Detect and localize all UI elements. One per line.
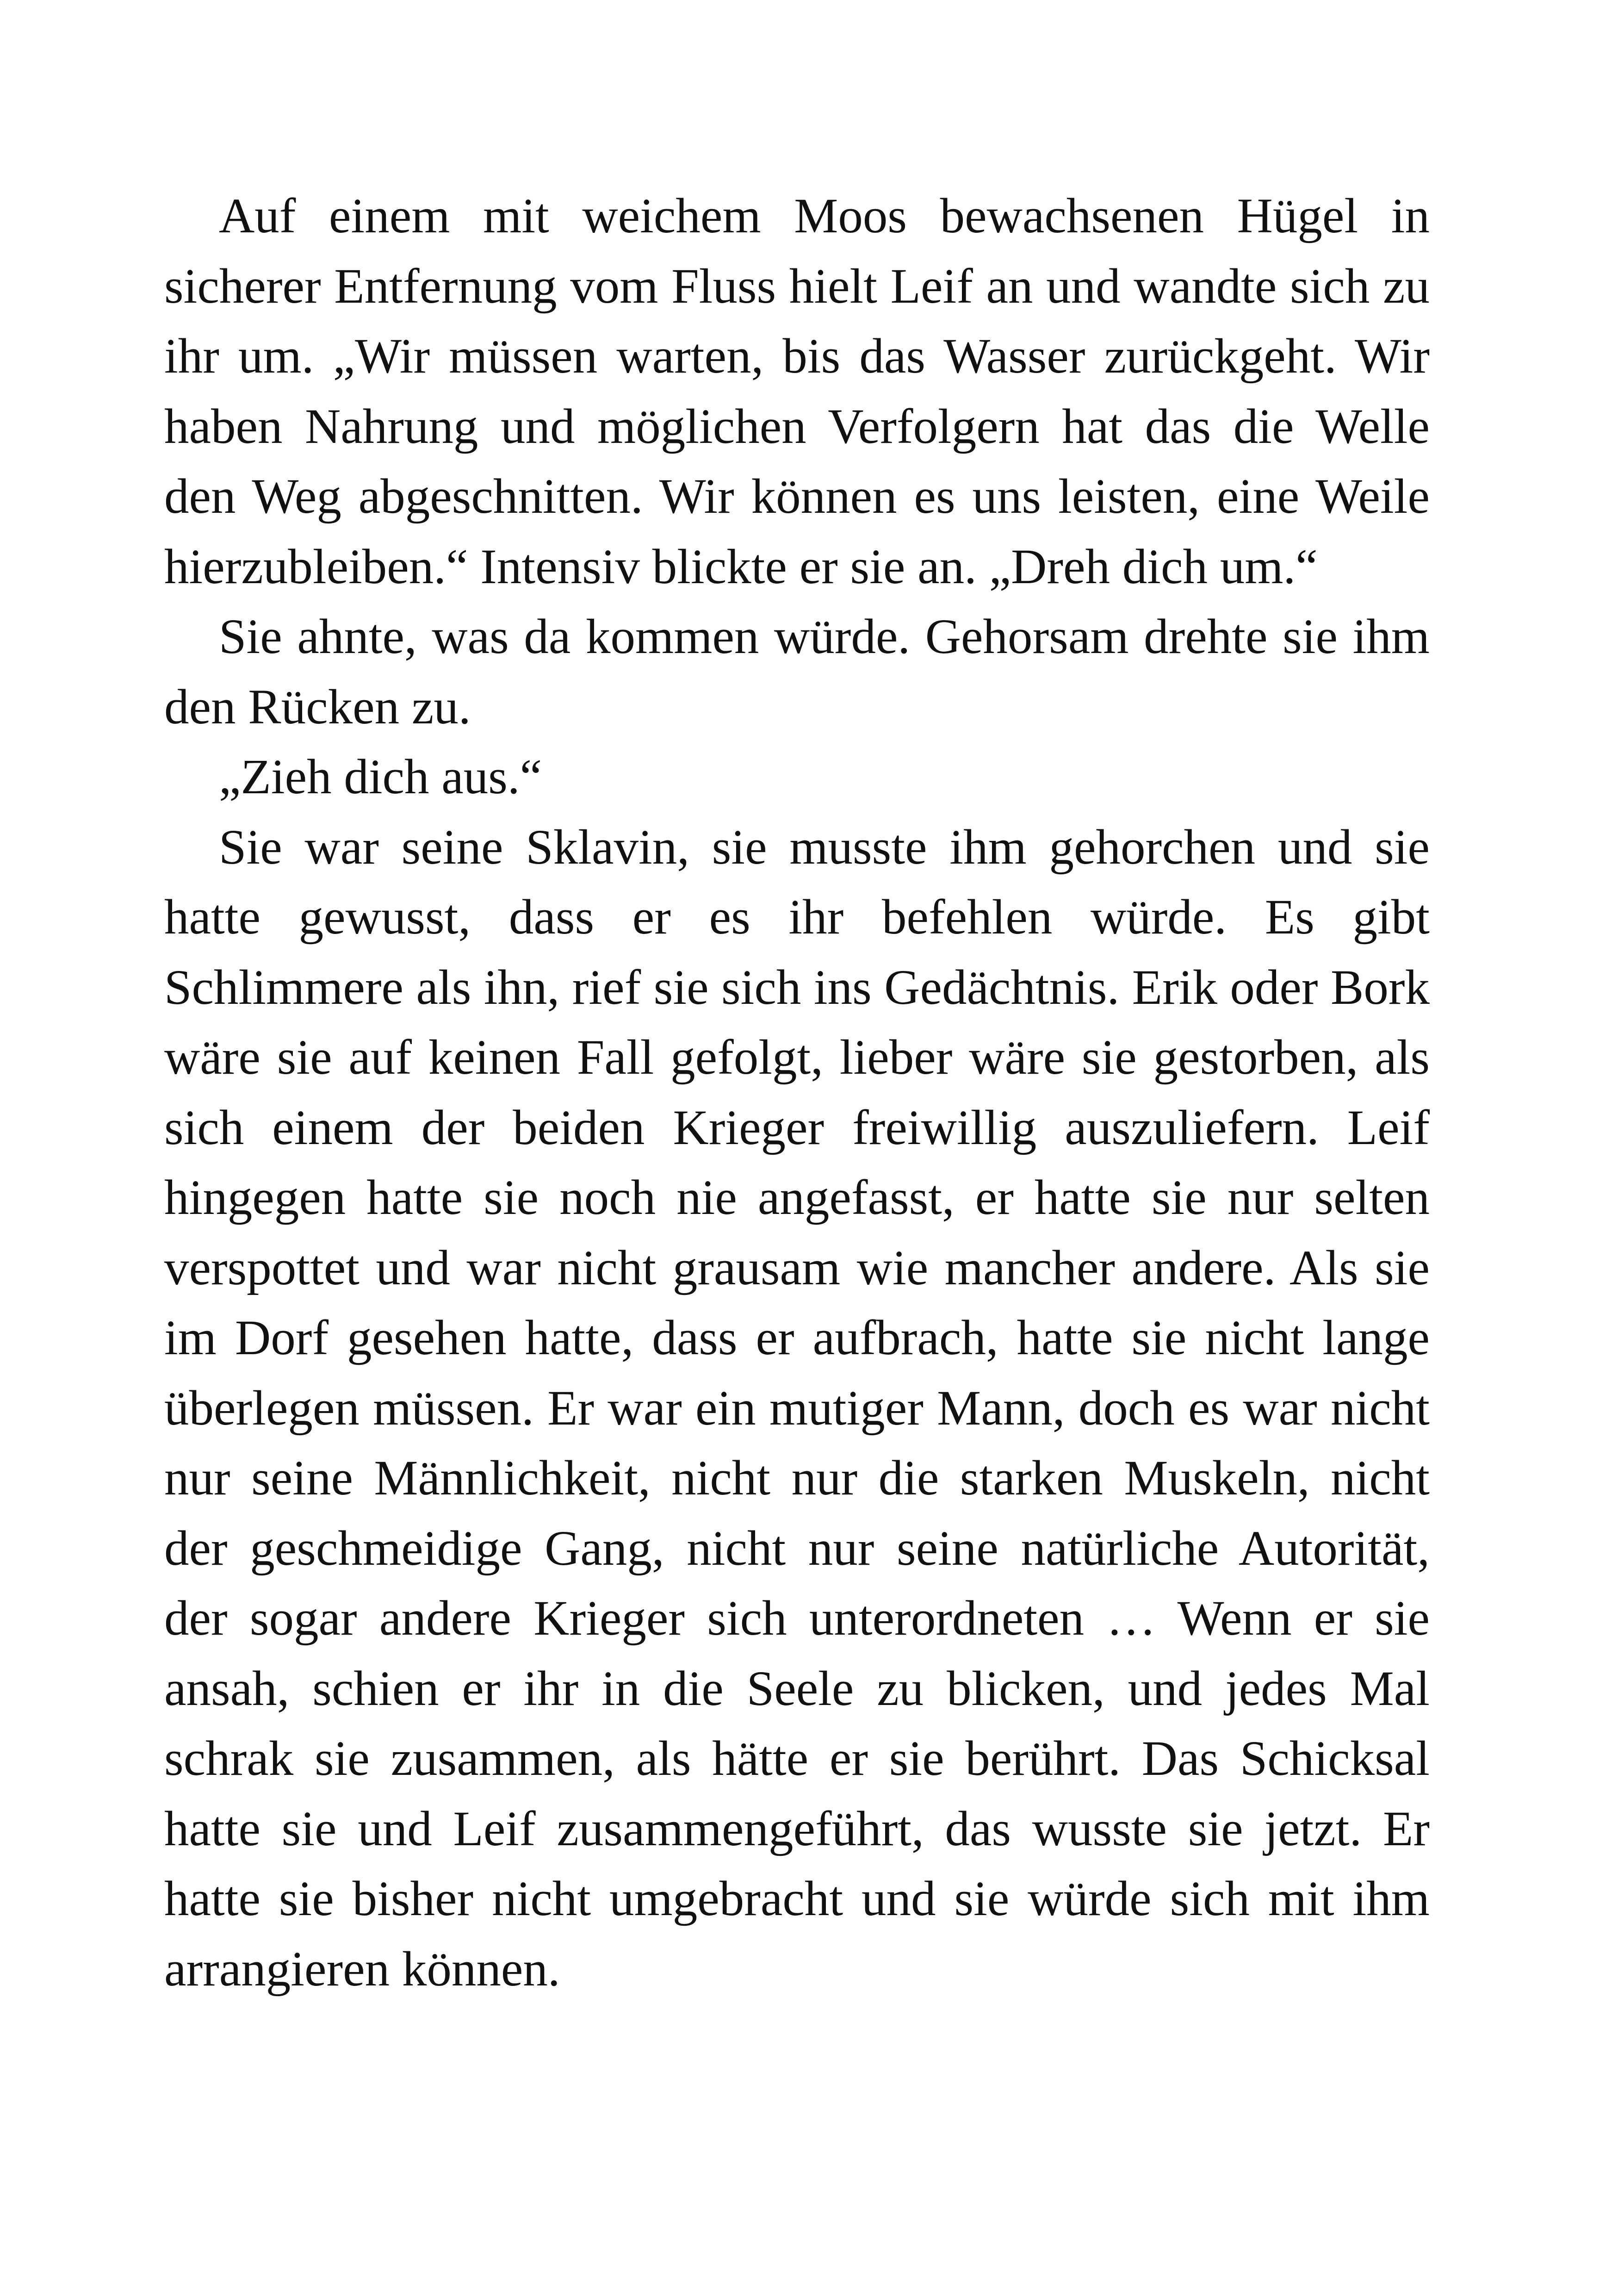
paragraph-3: „Zieh dich aus.“: [219, 750, 542, 804]
paragraph-1: Auf einem mit weichem Moos bewachsenen Hügel in sicherer Entfernung vom Fluss hielt Leif an und wandte sich zu ihr um. „Wir müssen warten, bis das Wasser zurückgeht. Wir haben Nahrung und möglichen Verfolgern hat das die Welle den Weg abgeschnitten. Wir können es uns leisten, eine Weile hierzubleiben.“ Intensiv blickte er sie an. „Dreh dich um.“: [164, 189, 1430, 594]
book-page: [164, 181, 1430, 2004]
paragraph-4: Sie war seine Sklavin, sie musste ihm gehorchen und sie hatte gewusst, dass er es ihr befehlen würde. Es gibt Schlimmere als ihn, rief sie sich ins Gedächtnis. Erik oder Bork wäre sie auf keinen Fall gefolgt, lieber wäre sie gestorben, als sich einem der beiden Krieger freiwillig auszuliefern. Leif hingegen hatte sie noch nie angefasst, er hatte sie nur selten verspottet und war nicht grausam wie mancher andere. Als sie im Dorf gesehen hatte, dass er aufbrach, hatte sie nicht lange überlegen müssen. Er war ein mutiger Mann, doch es war nicht nur seine Männlichkeit, nicht nur die starken Muskeln, nicht der geschmeidige Gang, nicht nur seine natürliche Autorität, der sogar andere Krieger sich unterordneten … Wenn er sie ansah, schien er ihr in die Seele zu blicken, und jedes Mal schrak sie zusammen, als hätte er sie berührt. Das Schicksal hatte sie und Leif zusammengeführt, das wusste sie jetzt. Er hatte sie bisher nicht umgebracht und sie würde sich mit ihm arrangieren können.: [164, 820, 1430, 1997]
paragraph-2: Sie ahnte, was da kommen würde. Gehorsam drehte sie ihm den Rücken zu.: [164, 610, 1430, 734]
